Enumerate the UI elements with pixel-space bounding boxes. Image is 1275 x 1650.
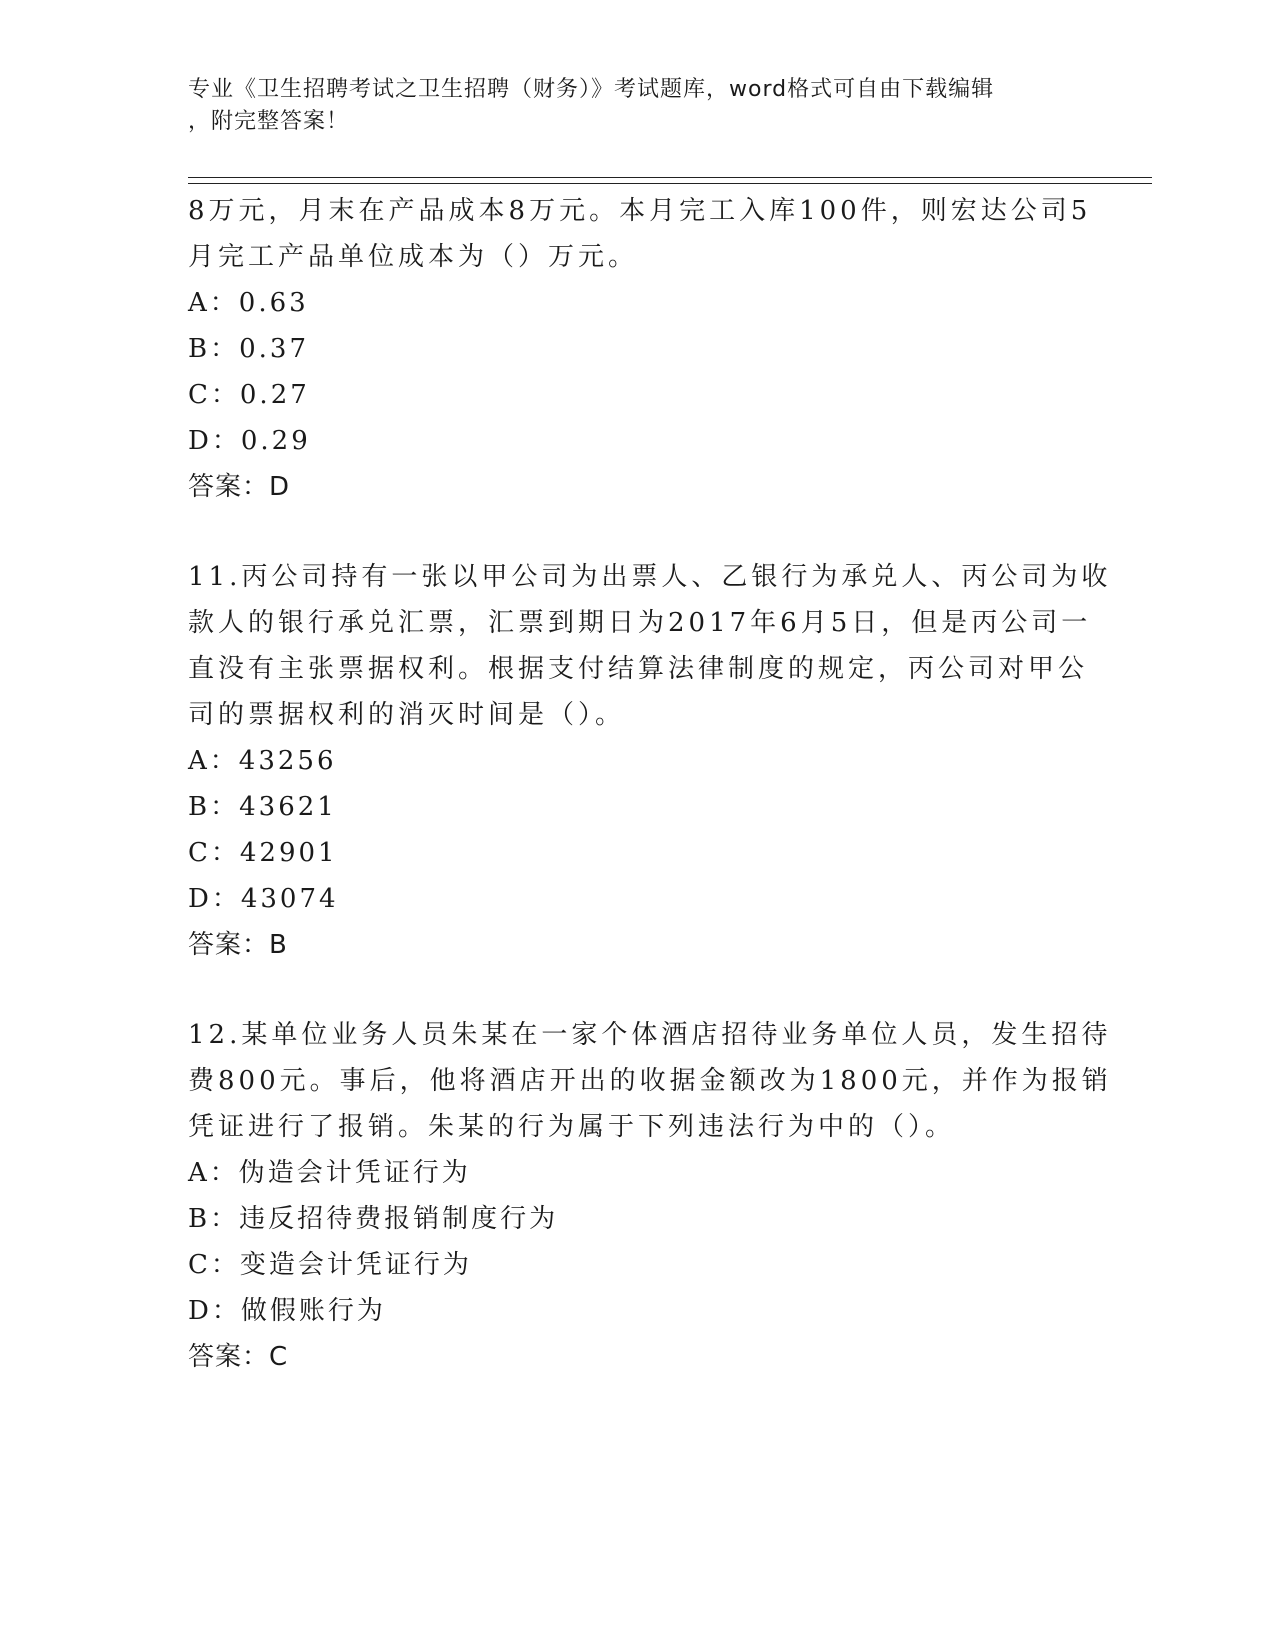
option-c: C：0.27 [188,380,310,410]
question-text-line: 司的票据权利的消灭时间是（）。 [188,700,626,730]
question-12 [188,1012,1112,1380]
question-text-line: 11.丙公司持有一张以甲公司为出票人、乙银行为承兑人、丙公司为收 [188,562,1112,592]
document-header [188,74,1068,138]
answer-label: 答案：B [188,930,288,960]
question-text-line: 月完工产品单位成本为（）万元。 [188,242,639,272]
option-b: B：0.37 [188,334,309,364]
question-10 [188,188,1092,510]
option-c: C：变造会计凭证行为 [188,1250,472,1280]
option-a: A：0.63 [188,288,309,318]
question-text-line: 凭证进行了报销。朱某的行为属于下列违法行为中的（）。 [188,1112,956,1142]
spacer [188,968,1088,1012]
header-divider-top [188,177,1152,178]
option-c: C：42901 [188,838,338,868]
header-divider-bottom [188,183,1152,184]
question-text-line: 12.某单位业务人员朱某在一家个体酒店招待业务单位人员，发生招待 [188,1020,1112,1050]
question-text-line: 直没有主张票据权利。根据支付结算法律制度的规定，丙公司对甲公 [188,654,1089,684]
option-b: B：违反招待费报销制度行为 [188,1204,559,1234]
answer-label: 答案：C [188,1342,289,1372]
spacer [188,510,1088,554]
question-list [188,188,1112,1380]
header-line-1: 专业《卫生招聘考试之卫生招聘（财务）》考试题库，word格式可自由下载编辑 [188,77,995,102]
option-a: A：伪造会计凭证行为 [188,1158,471,1188]
option-a: A：43256 [188,746,337,776]
option-d: D：做假账行为 [188,1296,386,1326]
question-text-line: 费800元。事后，他将酒店开出的收据金额改为1800元，并作为报销 [188,1066,1112,1096]
option-d: D：43074 [188,884,339,914]
question-text-line: 8万元，月末在产品成本8万元。本月完工入库100件，则宏达公司5 [188,196,1092,226]
header-line-2: ，附完整答案！ [188,109,350,134]
option-d: D：0.29 [188,426,311,456]
question-11 [188,554,1112,968]
option-b: B：43621 [188,792,337,822]
question-text-line: 款人的银行承兑汇票，汇票到期日为2017年6月5日，但是丙公司一 [188,608,1092,638]
answer-label: 答案：D [188,472,291,502]
